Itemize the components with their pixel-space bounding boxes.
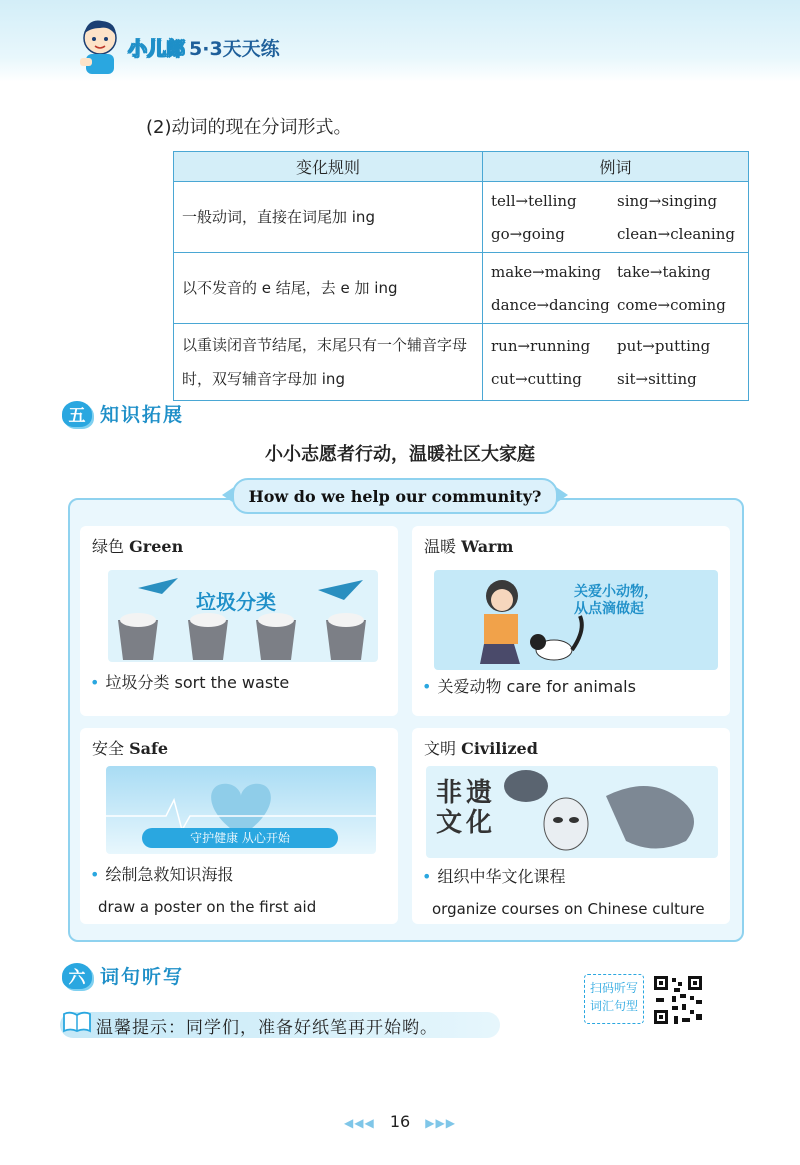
brand-title xyxy=(128,34,280,61)
examples-cell xyxy=(483,182,749,253)
card-title-cn: 安全 xyxy=(92,739,125,758)
section6-label: 词句听写 xyxy=(100,966,185,988)
example-word: dance→dancing xyxy=(491,295,610,314)
community-question: How do we help our community? xyxy=(232,478,558,514)
brand-name: 小儿郎 xyxy=(128,38,186,60)
arrows-right-icon: ▶▶▶ xyxy=(425,1116,456,1130)
example-word: sing→singing xyxy=(617,191,718,210)
card-title-cn: 绿色 xyxy=(92,537,125,556)
first-aid-banner: 守护健康 从心开始 xyxy=(142,828,338,848)
waste-sorting-image xyxy=(108,570,378,662)
card-caption-text: 关爱动物 care for animals xyxy=(437,677,636,696)
tip-text: 温馨提示：同学们，准备好纸笔再开始哟。 xyxy=(96,1018,438,1038)
card-title-en: Safe xyxy=(129,739,169,758)
table-row xyxy=(174,182,749,253)
card-caption: • 关爱动物 care for animals xyxy=(422,677,636,696)
page-number-text: 16 xyxy=(389,1112,411,1131)
section5-label: 知识拓展 xyxy=(100,404,185,426)
chinese-culture-image xyxy=(426,766,718,858)
example-word: take→taking xyxy=(617,262,711,281)
example-word: go→going xyxy=(491,224,565,243)
card-title-en: Civilized xyxy=(461,739,538,758)
qr-code-icon[interactable] xyxy=(652,974,704,1026)
waste-sorting-banner: 垃圾分类 xyxy=(196,590,276,614)
card-civilized xyxy=(412,728,730,924)
section-title: (2)动词的现在分词形式。 xyxy=(146,117,352,138)
animal-care-image xyxy=(434,570,718,670)
example-word: put→putting xyxy=(617,336,711,355)
chinese-culture-banner: 非遗文化 xyxy=(436,778,497,838)
example-word: make→making xyxy=(491,262,602,281)
first-aid-image xyxy=(106,766,376,854)
example-word: run→running xyxy=(491,336,591,355)
mascot-icon xyxy=(78,18,122,76)
card-title-cn: 温暖 xyxy=(424,537,457,556)
animal-care-banner: 关爱小动物，从点滴做起 xyxy=(574,584,658,617)
card-caption-text: 组织中华文化课程 xyxy=(437,867,566,886)
book-icon xyxy=(62,1010,92,1034)
rule-cell: 以不发音的 e 结尾，去 e 加 ing xyxy=(174,253,483,324)
rule-cell: 一般动词，直接在词尾加 ing xyxy=(174,182,483,253)
table-header-rule: 变化规则 xyxy=(174,152,483,182)
arrows-left-icon: ◀◀◀ xyxy=(344,1116,375,1130)
qr-label-line1: 扫码听写 xyxy=(589,981,638,995)
example-word: clean→cleaning xyxy=(617,224,735,243)
card-subcaption: organize courses on Chinese culture xyxy=(432,900,705,918)
section6-heading xyxy=(62,962,184,989)
card-title-en: Green xyxy=(129,537,184,556)
table-header-examples: 例词 xyxy=(483,152,749,182)
card-caption-text: 绘制急救知识海报 xyxy=(105,865,234,884)
card-green xyxy=(80,526,398,716)
table-row xyxy=(174,324,749,401)
card-title-en: Warm xyxy=(461,537,514,556)
qr-label xyxy=(584,974,644,1024)
card-caption: • 组织中华文化课程 xyxy=(422,867,566,886)
examples-cell xyxy=(483,324,749,401)
card-safe xyxy=(80,728,398,924)
section5-heading xyxy=(62,400,184,427)
card-title xyxy=(92,736,168,759)
card-caption-text: 垃圾分类 sort the waste xyxy=(105,673,290,692)
table-row xyxy=(174,253,749,324)
qr-label-line2: 词汇句型 xyxy=(589,999,638,1013)
examples-cell xyxy=(483,253,749,324)
section6-number: 六 xyxy=(62,963,92,989)
rule-cell: 以重读闭音节结尾，末尾只有一个辅音字母时，双写辅音字母加 ing xyxy=(174,324,483,401)
trash-bins-icon xyxy=(108,570,378,662)
page-number xyxy=(0,1112,800,1131)
card-warm xyxy=(412,526,730,716)
card-title-cn: 文明 xyxy=(424,739,457,758)
card-title xyxy=(424,534,513,557)
example-word: sit→sitting xyxy=(617,369,697,388)
card-title xyxy=(424,736,538,759)
event-title: 小小志愿者行动，温暖社区大家庭 xyxy=(265,444,535,465)
card-subcaption: draw a poster on the first aid xyxy=(98,898,317,916)
example-word: cut→cutting xyxy=(491,369,582,388)
section5-number: 五 xyxy=(62,401,92,427)
brand-series: 5·3天天练 xyxy=(189,38,280,60)
example-word: tell→telling xyxy=(491,191,577,210)
verb-rules-table xyxy=(173,151,749,401)
card-caption: • 绘制急救知识海报 xyxy=(90,865,234,884)
example-word: come→coming xyxy=(617,295,726,314)
card-caption: • 垃圾分类 sort the waste xyxy=(90,673,290,692)
card-title xyxy=(92,534,183,557)
